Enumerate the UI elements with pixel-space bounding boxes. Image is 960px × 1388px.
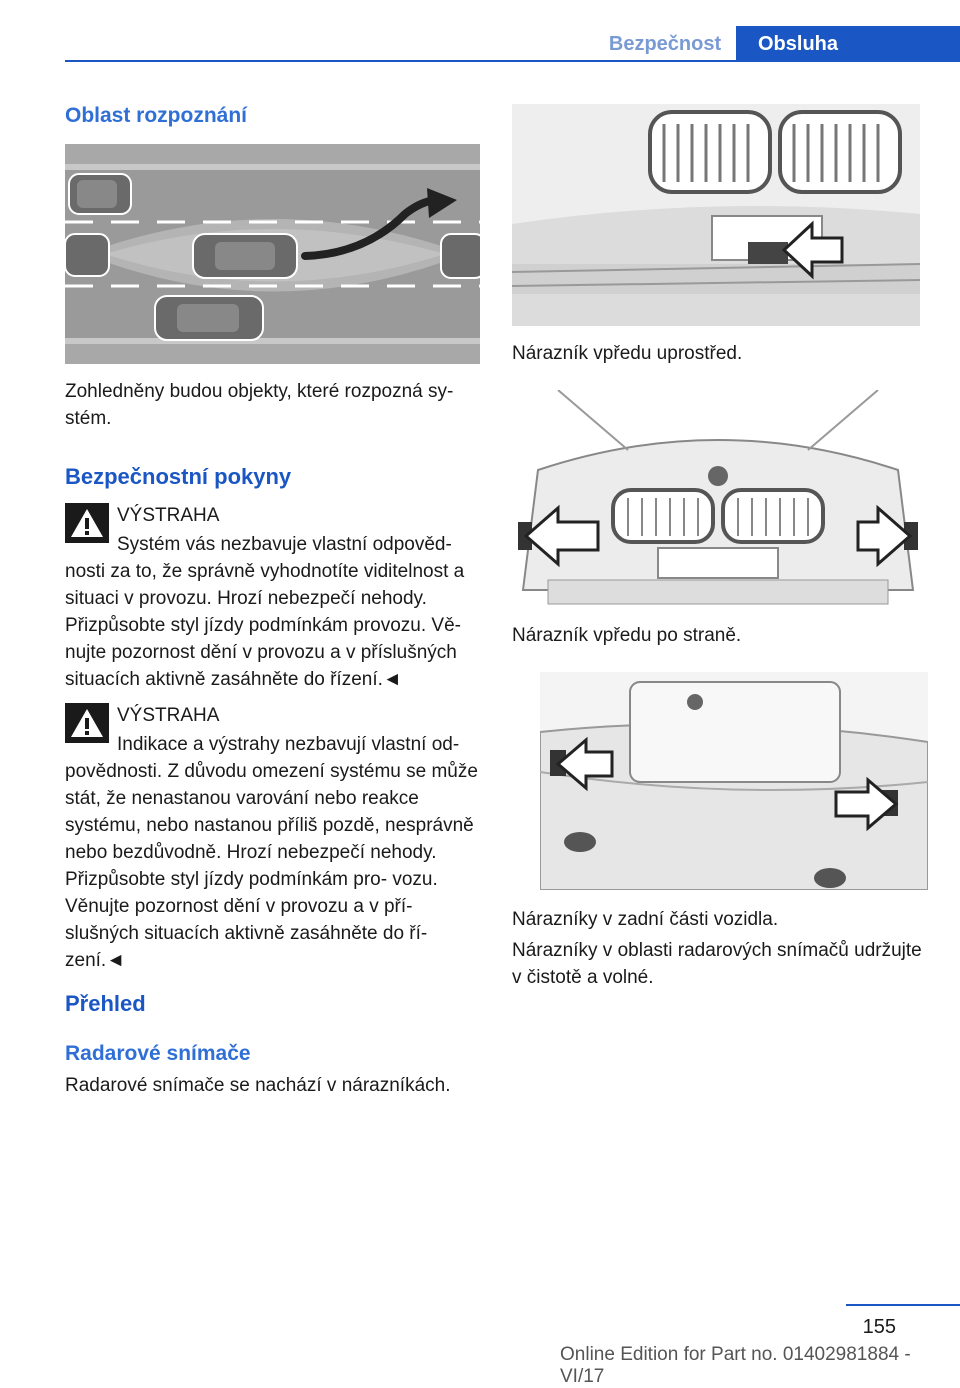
- rear-bumper-caption: Nárazníky v zadní části vozidla.: [512, 909, 779, 930]
- footer-rule: [846, 1304, 960, 1306]
- warning2-title: VÝSTRAHA: [117, 705, 220, 726]
- safety-instructions-heading: Bezpečnostní pokyny: [65, 464, 292, 489]
- detection-area-heading: Oblast rozpoznání: [65, 104, 248, 127]
- front-center-bumper-image: [512, 104, 920, 326]
- warning2-text: povědnosti. Z důvodu omezení systému se může stát, že nenastanou varování nebo reakce systému, nebo nastanou příliš pozdě, nesprávně nebo bezdůvodně. Hrozí nebezpečí nehody. Přizpůsobte styl jízdy podmínkám pro‐ vozu. Věnujte pozornost dění v provozu a v pří‐ slušných situacích aktivně zasáhněte do ří‐ zení.◄: [65, 761, 478, 971]
- warning-triangle-icon: [65, 703, 109, 748]
- section-tab: Bezpečnost: [608, 32, 722, 55]
- warning1-first-line: Systém vás nezbavuje vlastní odpověd‐: [117, 534, 452, 555]
- radar-sensors-text: Radarové snímače se nachází v nárazníkách.: [65, 1075, 451, 1096]
- rear-bumper-image: [540, 672, 928, 890]
- warning1-title: VÝSTRAHA: [117, 505, 220, 526]
- warning-triangle-icon: [65, 503, 109, 548]
- chapter-tab: Obsluha: [736, 26, 860, 62]
- road-diagram: [65, 144, 480, 364]
- radar-sensors-heading: Radarové snímače: [65, 1042, 251, 1065]
- detection-area-caption: Zohledněny budou objekty, které rozpozná sy‐ stém.: [65, 381, 454, 429]
- edition-footer: Online Edition for Part no. 01402981884 - VI/17: [560, 1344, 911, 1387]
- detection-area-illustration: [65, 144, 480, 364]
- page-number: 155: [862, 1316, 896, 1338]
- warning2-first-line: Indikace a výstrahy nezbavují vlastní od‐: [117, 734, 460, 755]
- overview-heading: Přehled: [65, 991, 146, 1016]
- front-side-bumper-image: [518, 390, 918, 610]
- front-side-caption: Nárazník vpředu po straně.: [512, 625, 742, 646]
- front-center-caption: Nárazník vpředu uprostřed.: [512, 343, 743, 364]
- header-tab-tail: [860, 26, 960, 62]
- warning1-text: nosti za to, že správně vyhodnotíte viditelnost a situaci v provozu. Hrozí nebezpečí nehody. Přizpůsobte styl jízdy podmínkám provozu. Vě‐ nujte pozornost dění v provozu a v příslušných situacích aktivně zasáhněte do řízení.◄: [65, 561, 465, 690]
- header-rule: [65, 60, 959, 62]
- maintenance-text: Nárazníky v oblasti radarových snímačů udržujte v čistotě a volné.: [512, 940, 922, 988]
